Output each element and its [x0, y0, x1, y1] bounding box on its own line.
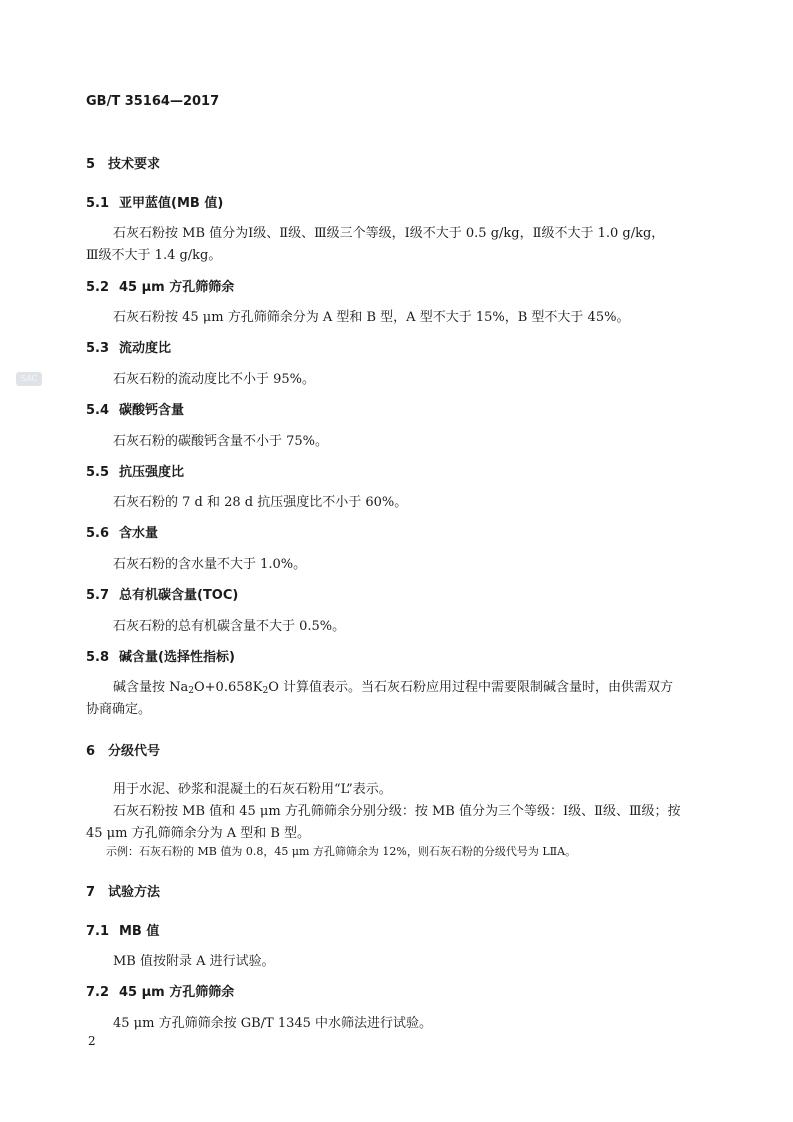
section-heading-5-3 — [86, 337, 171, 356]
section-number: 5.1 — [86, 196, 110, 211]
subscript: 2 — [262, 686, 269, 696]
section-heading-6 — [86, 740, 160, 759]
paragraph: 协商确定。 — [86, 702, 152, 717]
section-title: 技术要求 — [108, 157, 161, 172]
paragraph: 用于水泥、砂浆和混凝土的石灰石粉用“L”表示。 — [113, 782, 392, 797]
section-number: 5.3 — [86, 341, 110, 356]
section-heading-5-8 — [86, 646, 235, 665]
text-span: O 计算值表示。当石灰石粉应用过程中需要限制碱含量时，由供需双方 — [268, 680, 674, 695]
paragraph: MB 值按附录 A 进行试验。 — [113, 954, 275, 969]
section-heading-5 — [86, 153, 160, 172]
section-heading-5-6 — [86, 522, 158, 541]
text-span: 碱含量按 Na — [113, 680, 189, 695]
paragraph: 石灰石粉按 MB 值和 45 μm 方孔筛筛余分别分级：按 MB 值分为三个等级：Ⅰ级、Ⅱ级、Ⅲ级；按 — [113, 804, 681, 819]
paragraph: 石灰石粉的流动度比不小于 95%。 — [113, 372, 316, 387]
section-title: 含水量 — [119, 526, 159, 541]
subscript: 2 — [188, 686, 194, 696]
section-number: 5.6 — [86, 526, 110, 541]
watermark-logo: SAC — [16, 372, 42, 386]
section-heading-7 — [86, 881, 160, 900]
section-number: 7 — [86, 885, 96, 900]
section-number: 7.2 — [86, 985, 110, 1000]
paragraph: 石灰石粉的 7 d 和 28 d 抗压强度比不小于 60%。 — [113, 495, 408, 510]
section-title: 分级代号 — [108, 744, 161, 759]
text-span: O+0.658K — [194, 680, 263, 695]
paragraph: 45 μm 方孔筛筛余分为 A 型和 B 型。 — [86, 826, 311, 841]
paragraph: 石灰石粉的总有机碳含量不大于 0.5%。 — [113, 619, 346, 634]
section-title: 碱含量(选择性指标) — [119, 650, 235, 665]
section-heading-5-2 — [86, 276, 234, 295]
section-number: 6 — [86, 744, 96, 759]
paragraph: 石灰石粉按 45 μm 方孔筛筛余分为 A 型和 B 型，A 型不大于 15%，B 型不大于 45%。 — [113, 310, 630, 325]
page-number: 2 — [88, 1034, 96, 1048]
section-title: 45 μm 方孔筛筛余 — [119, 985, 235, 1000]
paragraph: 石灰石粉的含水量不大于 1.0%。 — [113, 557, 307, 572]
section-title: 试验方法 — [108, 885, 161, 900]
section-number: 5.4 — [86, 403, 110, 418]
section-heading-7-1 — [86, 920, 159, 939]
section-heading-5-7 — [86, 584, 238, 603]
section-number: 5 — [86, 157, 96, 172]
paragraph: 45 μm 方孔筛筛余按 GB/T 1345 中水筛法进行试验。 — [113, 1016, 433, 1031]
section-title: 45 μm 方孔筛筛余 — [119, 280, 235, 295]
standard-number: GB/T 35164—2017 — [86, 94, 220, 109]
section-title: MB 值 — [119, 924, 160, 939]
paragraph: Ⅲ级不大于 1.4 g/kg。 — [86, 248, 222, 263]
section-title: 亚甲蓝值(MB 值) — [119, 196, 224, 211]
example-note: 示例：石灰石粉的 MB 值为 0.8，45 μm 方孔筛筛余为 12%，则石灰石粉的分级代号为 LⅡA。 — [106, 845, 577, 858]
section-title: 抗压强度比 — [119, 465, 185, 480]
section-heading-7-2 — [86, 981, 234, 1000]
section-number: 5.8 — [86, 650, 110, 665]
paragraph: 石灰石粉的碳酸钙含量不小于 75%。 — [113, 434, 329, 449]
section-heading-5-4 — [86, 399, 184, 418]
section-number: 7.1 — [86, 924, 110, 939]
section-heading-5-5 — [86, 461, 184, 480]
section-title: 总有机碳含量(TOC) — [119, 588, 239, 603]
paragraph: 石灰石粉按 MB 值分为Ⅰ级、Ⅱ级、Ⅲ级三个等级，Ⅰ级不大于 0.5 g/kg，Ⅱ级不大于 1.0 g/kg， — [113, 226, 665, 241]
section-number: 5.7 — [86, 588, 110, 603]
paragraph-alkali-formula — [113, 676, 673, 695]
section-heading-5-1 — [86, 192, 223, 211]
section-number: 5.5 — [86, 465, 110, 480]
section-number: 5.2 — [86, 280, 110, 295]
section-title: 碳酸钙含量 — [119, 403, 185, 418]
section-title: 流动度比 — [119, 341, 172, 356]
